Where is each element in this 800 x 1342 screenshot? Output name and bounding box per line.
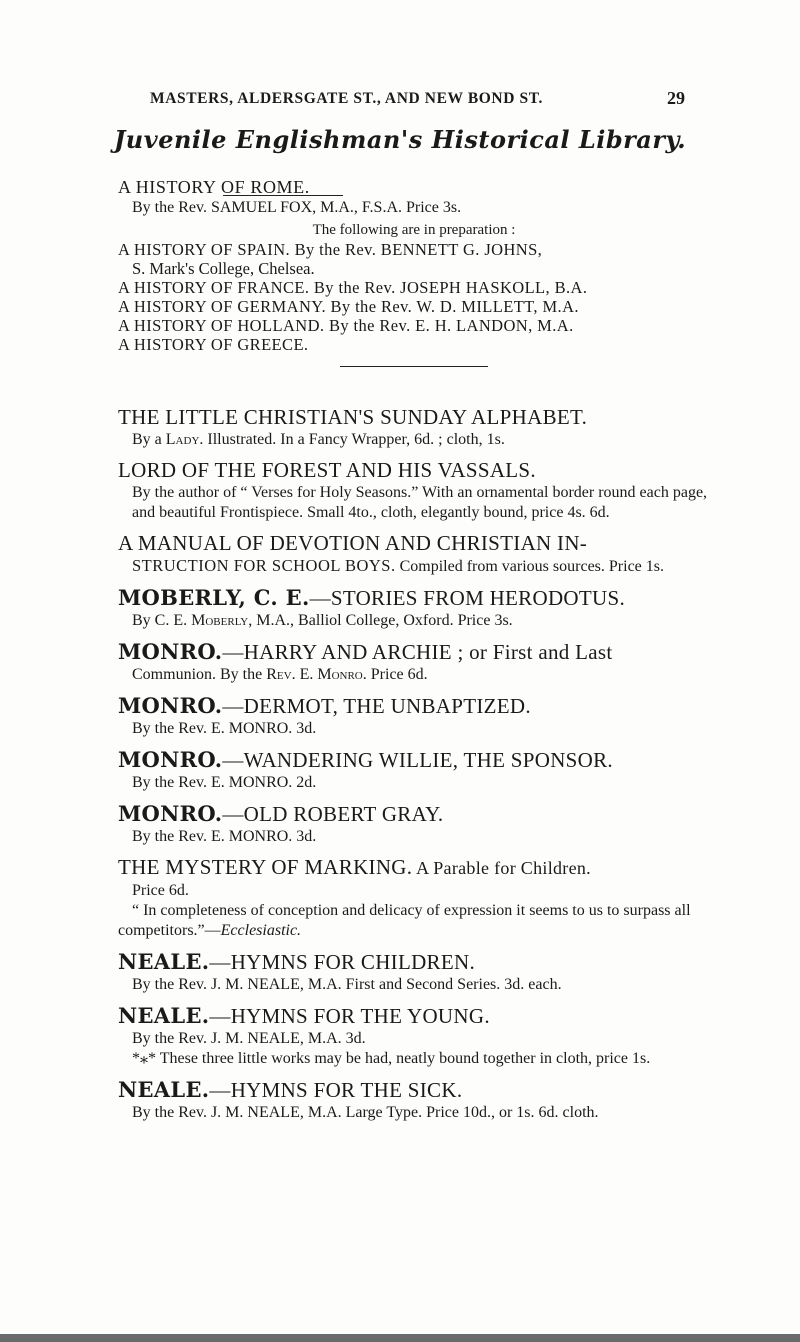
entry-title: MONRO.—WANDERING WILLIE, THE SPONSOR. [118, 747, 613, 772]
entry-author: By the Rev. J. M. NEALE, M.A. 3d. [132, 1030, 366, 1047]
page-number: 29 [667, 88, 685, 108]
entry-herodotus [118, 585, 710, 631]
spain-line: A HISTORY OF SPAIN. By the Rev. BENNETT G. JOHNS, [118, 240, 543, 259]
entry-body: By the Rev. J. M. NEALE, M.A. Large Type. Price 10d., or 1s. 6d. cloth. [132, 1104, 599, 1121]
spain-college: S. Mark's College, Chelsea. [132, 259, 315, 278]
entry-title: A HISTORY OF ROME. [118, 177, 310, 197]
running-head: MASTERS, ALDERSGATE ST., AND NEW BOND ST. [150, 90, 543, 107]
entry-hymns-children [118, 949, 710, 995]
entry-title: MOBERLY, C. E.—STORIES FROM HERODOTUS. [118, 585, 626, 610]
entry-harry-archie [118, 639, 710, 685]
entry-manual [118, 531, 710, 577]
germany-line: A HISTORY OF GERMANY. By the Rev. W. D. MILLETT, M.A. [118, 297, 579, 316]
holland-line: A HISTORY OF HOLLAND. By the Rev. E. H. LANDON, M.A. [118, 316, 574, 335]
prep-note: The following are in preparation : [312, 222, 516, 238]
entry-marking [118, 855, 710, 941]
entry-hymns-young [118, 1003, 710, 1069]
page-bottom-edge [0, 1334, 800, 1342]
entry-title: LORD OF THE FOREST AND HIS VASSALS. [118, 458, 536, 482]
entry-hymns-sick [118, 1077, 710, 1123]
entry-title: MONRO.—DERMOT, THE UNBAPTIZED. [118, 693, 531, 718]
entry-title: A MANUAL OF DEVOTION AND CHRISTIAN IN- [118, 531, 588, 555]
entry-author: By the Rev. SAMUEL FOX, M.A., F.S.A. Price 3s. [132, 199, 462, 216]
entry-body: STRUCTION FOR SCHOOL BOYS. Compiled from various sources. Price 1s. [132, 556, 664, 575]
entry-title: NEALE.—HYMNS FOR THE YOUNG. [118, 1003, 490, 1028]
entry-body: Communion. By the Rev. E. Monro. Price 6d. [132, 666, 428, 683]
entry-alphabet [118, 405, 710, 450]
review-quote: “ In completeness of conception and delicacy of expression it seems to us to surpass all competitors.”—Ecclesiastic. [118, 902, 691, 939]
entry-body: By the author of “ Verses for Holy Seasons.” With an ornamental border round each page, and beautiful Frontispiece. Small 4to., cloth, elegantly bound, price 4s. 6d. [132, 484, 708, 521]
entry-title: THE LITTLE CHRISTIAN'S SUNDAY ALPHABET. [118, 405, 588, 429]
entry-title: THE MYSTERY OF MARKING. A Parable for Children. [118, 855, 591, 879]
entry-author: By the Rev. E. MONRO. 3d. [132, 720, 317, 737]
entry-history-rome [118, 176, 710, 354]
entry-price: Price 6d. [132, 882, 189, 899]
entry-author: By the Rev. E. MONRO. 3d. [132, 828, 317, 845]
entry-dermot [118, 693, 710, 739]
entry-body: By the Rev. J. M. NEALE, M.A. First and Second Series. 3d. each. [132, 976, 562, 993]
entry-forest [118, 458, 710, 523]
binding-note: *⁎* These three little works may be had, neatly bound together in cloth, price 1s. [132, 1050, 651, 1067]
entry-body: By a Lady. Illustrated. In a Fancy Wrapper, 6d. ; cloth, 1s. [132, 431, 505, 448]
catalogue-content [118, 176, 710, 1123]
entry-title: MONRO.—OLD ROBERT GRAY. [118, 801, 444, 826]
series-title: Juvenile Englishman's Historical Library. [113, 125, 687, 154]
entry-title: MONRO.—HARRY AND ARCHIE ; or First and Last [118, 639, 613, 664]
entry-wandering-willie [118, 747, 710, 793]
entry-title: NEALE.—HYMNS FOR THE SICK. [118, 1077, 463, 1102]
greece-line: A HISTORY OF GREECE. [118, 335, 309, 354]
france-line: A HISTORY OF FRANCE. By the Rev. JOSEPH HASKOLL, B.A. [118, 278, 588, 297]
entry-robert-gray [118, 801, 710, 847]
entry-body: By C. E. Moberly, M.A., Balliol College, Oxford. Price 3s. [132, 612, 513, 629]
entry-title: NEALE.—HYMNS FOR CHILDREN. [118, 949, 475, 974]
entry-author: By the Rev. E. MONRO. 2d. [132, 774, 317, 791]
